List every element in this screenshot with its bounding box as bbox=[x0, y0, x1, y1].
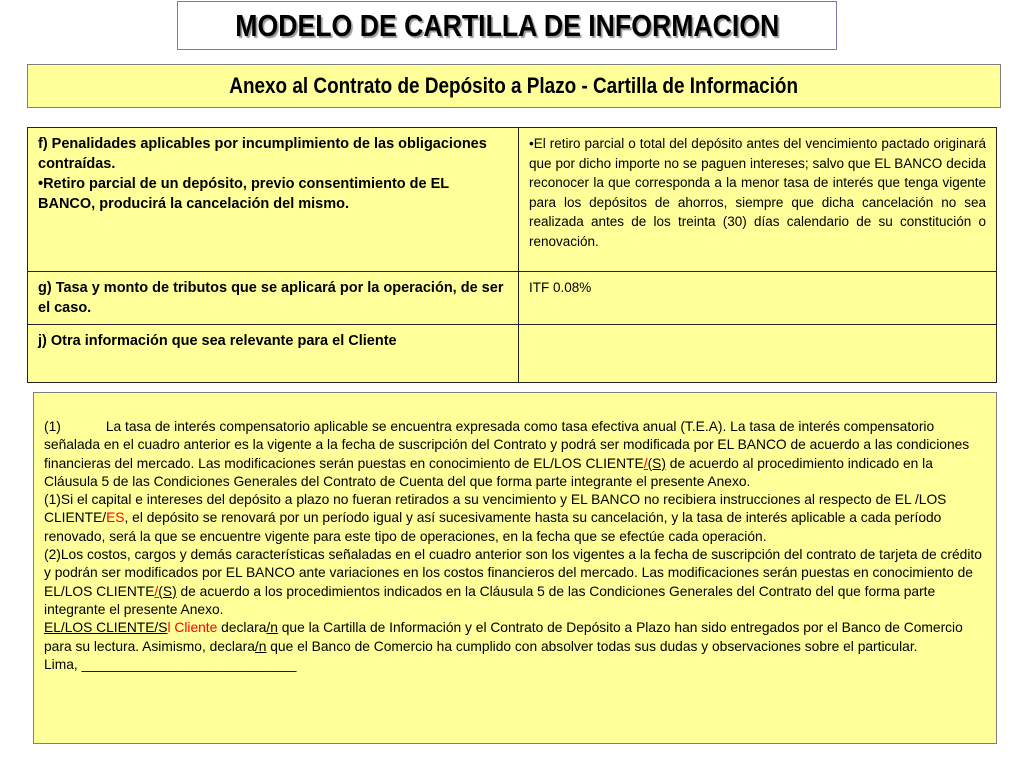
bullet-icon: • bbox=[38, 176, 44, 192]
notes-box bbox=[33, 392, 997, 744]
row-label-other-info: j) Otra información que sea relevante para el Cliente bbox=[28, 325, 519, 383]
penalties-bullet-text: Retiro parcial de un depósito, previo consentimiento de EL BANCO, producirá la cancelación del mismo. bbox=[38, 176, 449, 212]
row-value-taxes: ITF 0.08% bbox=[519, 272, 997, 325]
row-value-other-info bbox=[519, 325, 997, 383]
document-title: MODELO DE CARTILLA DE INFORMACION bbox=[234, 7, 780, 43]
row-label-taxes: g) Tasa y monto de tributos que se aplicará por la operación, de ser el caso. bbox=[28, 272, 519, 325]
document-title-box bbox=[177, 1, 837, 50]
bullet-icon: • bbox=[529, 136, 534, 151]
penalties-value-text: El retiro parcial o total del depósito antes del vencimiento pactado originará que por dicho importe no se paguen intereses; salvo que EL BANCO decida reconocer la que corresponda a la menor tasa de interés que tenga vigente para los depósitos de ahorros, siempre que dicha cancelación no sea realizada antes de los treinta (30) días calendario de su constitución o renovación. bbox=[529, 136, 986, 249]
table-row-taxes bbox=[28, 272, 997, 325]
signature-place-line: Lima, ____________________________ bbox=[44, 656, 297, 672]
table-row-other-info bbox=[28, 325, 997, 383]
penalties-label: f) Penalidades aplicables por incumplimiento de las obligaciones contraídas. bbox=[38, 136, 487, 172]
note-client-declaration: EL/LOS CLIENTE/Sl Cliente declara/n que la Cartilla de Información y el Contrato de Depósito a Plazo han sido entregados por el Banco de Comercio para su lectura. Asimismo, declara/n que el Banco de Comercio ha cumplido con absolver todas sus dudas y observaciones sobre el particular. bbox=[44, 620, 963, 654]
row-value-penalties bbox=[519, 128, 997, 272]
table-row-penalties bbox=[28, 128, 997, 272]
note-number: (1) bbox=[44, 419, 61, 434]
information-table bbox=[27, 127, 997, 383]
note-interest-rate: (1) La tasa de interés compensatorio aplicable se encuentra expresada como tasa efectiva anual (T.E.A). La tasa de interés compensatorio señalada en el cuadro anterior es la vigente a la fecha de suscripción del Contrato y podrá ser modificada por EL BANCO de acuerdo a las condiciones financieras del mercado. Las modificaciones serán puestas en conocimiento de EL/LOS CLIENTE/(S) de acuerdo al procedimiento indicado en la Cláusula 5 de las Condiciones Generales del Contrato de Cuenta del que forma parte integrante el presente Anexo. bbox=[44, 419, 970, 489]
annex-subtitle-box bbox=[27, 64, 1001, 108]
penalties-bullet-item bbox=[38, 174, 508, 214]
note-costs: (2)Los costos, cargos y demás características señaladas en el cuadro anterior son los vigentes a la fecha de suscripción del contrato de tarjeta de crédito y podrán ser modificados por EL BANCO ante variaciones en los costos financieros del mercado. Las modificaciones serán puestas en conocimiento de EL/LOS CLIENTE/(S) de acuerdo a los procedimientos indicados en la Cláusula 5 de las Condiciones Generales del Contrato del que forma parte integrante el presente Anexo. bbox=[44, 547, 982, 617]
row-label-penalties bbox=[28, 128, 519, 272]
annex-subtitle: Anexo al Contrato de Depósito a Plazo - Cartilla de Información bbox=[229, 73, 799, 98]
note-renewal: (1)Si el capital e intereses del depósito a plazo no fueran retirados a su vencimiento y EL BANCO no recibiera instrucciones al respecto de EL /LOS CLIENTE/ES, el depósito se renovará por un período igual y así sucesivamente hasta su cancelación, y la tasa de interés aplicable a cada período renovado, será la que se encuentre vigente para este tipo de operaciones, en la fecha que se efectúe cada operación. bbox=[44, 492, 947, 544]
